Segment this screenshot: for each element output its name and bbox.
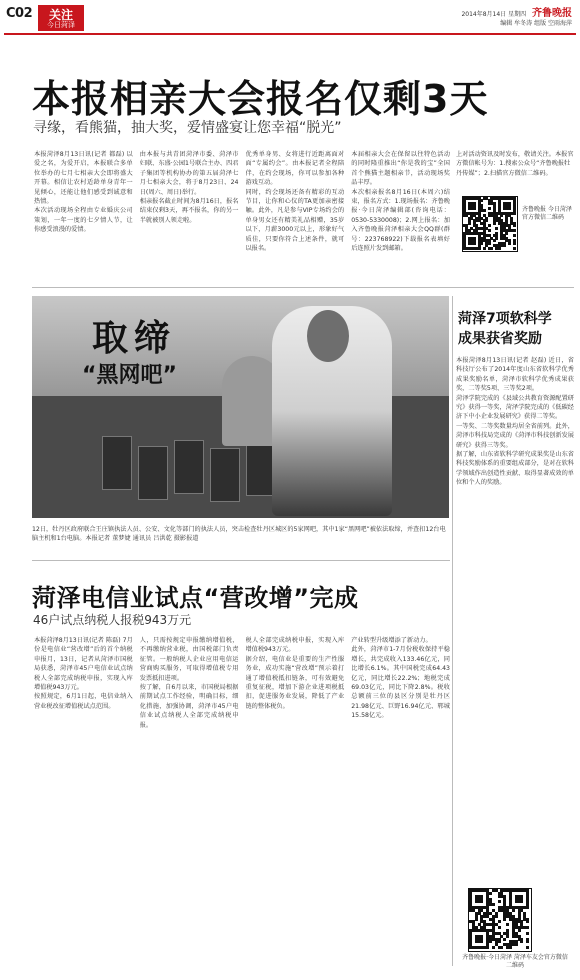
qr-module (500, 946, 503, 949)
paragraph: 同时，约会现场还备有精彩的互动节目，让你和心仪的TA更加亲密接触。此外，凡是参与VIP专场约会的单身男女还有精美礼品相赠，35岁以下，月薪3000元以上，形象好气质佳，只要你符合上述条件，就可以报名。 (245, 188, 345, 253)
qr-module (503, 938, 506, 941)
article-column (246, 636, 345, 816)
article-column (140, 636, 239, 816)
qr-module (506, 923, 509, 926)
qr-module (520, 940, 523, 943)
paragraph: 税人全部完成纳税申报，实现入库增值税943万元。 (245, 637, 345, 654)
paragraph: 此外，菏泽市1-7月份税收保持平稳增长，共完成收入133.46亿元，同比增长6.1%。其中国税完成64.43亿元，同比增长22.2%；地税完成69.03亿元，同比下降2.8%。税收总额前三位的县区分别是牡丹区21.98亿元、巨野16.94亿元、郓城15.58亿元。 (351, 646, 450, 720)
paragraph: 本报菏泽8月13日讯(记者 陈磊) 7月份是电信业“营改增”后的首个纳税申报月，13日，记者从菏泽市国税局获悉，菏泽市45户电信业试点纳税人全部完成纳税申报，实现入库增值税943万元。 (34, 637, 133, 692)
section-subtitle: 今日菏泽 (47, 21, 75, 29)
qr-module (493, 222, 496, 225)
bottom-story-subhead: 46户试点纳税人报税943万元 (33, 613, 192, 627)
article-column (351, 636, 450, 816)
qr-module (526, 906, 529, 909)
qr-module (495, 915, 498, 918)
paragraph: 本报菏泽8月13日讯(记者 赵磊) 近日，省科技厅公布了2014年度山东省软科学优秀成果奖励名单，菏泽市软科学优秀成果获奖，二等奖5项、三等奖2项。 (456, 357, 574, 393)
section-divider (32, 560, 450, 561)
qr-module (489, 892, 492, 895)
qr-module (483, 247, 486, 250)
qr-module (490, 247, 493, 250)
qr-module (515, 943, 518, 946)
newspaper-logo: 齐鲁晚报 (532, 8, 572, 19)
bottom-story-headline: 菏泽电信业试点“营改增”完成 (32, 584, 359, 612)
qr-module (480, 900, 483, 903)
qr-module (486, 946, 489, 949)
qr-module (513, 224, 516, 227)
top-story-body (34, 150, 450, 266)
qr-module (513, 229, 516, 232)
qr-module (508, 207, 511, 210)
section-divider (32, 287, 574, 288)
staff-line: 编辑 牟冬涛 组版 空雨海萍 (500, 20, 572, 27)
qr-caption: 齐鲁晚报·今日菏泽 菏泽车友会官方微信二维码 (462, 954, 568, 969)
photo-title: 取缔 (92, 318, 177, 359)
paragraph: 本届相亲大会在保留以往特色活动的同时隆重推出“你是我的宝”全国首个熊猫主题相亲节，活动现场奖品丰厚。 (351, 151, 450, 187)
section-title: 关注 (48, 8, 73, 22)
qr-module (498, 926, 501, 929)
paragraph: 优秀单身男、女将进行近距离面对面“专属约会”。由本报记者全程陪伴，在约会现场，你可以参加各种游戏互动。 (245, 151, 345, 187)
qr-module (520, 900, 523, 903)
qr-module (495, 227, 498, 230)
qr-module (483, 209, 486, 212)
page-number: C02 (6, 6, 33, 21)
qr-module (526, 920, 529, 923)
right-story-headline (458, 309, 552, 349)
qr-module (493, 239, 496, 242)
section-tag (38, 5, 84, 31)
qr-module (508, 242, 511, 245)
qr-module (526, 926, 529, 929)
computer-case (210, 448, 240, 502)
photo-officer-head (307, 310, 349, 362)
computer-case (102, 436, 132, 490)
computer-case (174, 440, 204, 494)
headline-line: 菏泽7项软科学 (458, 311, 552, 327)
header-rule (4, 33, 576, 35)
right-story-body (456, 356, 574, 796)
carclub-qr-code[interactable] (468, 888, 532, 952)
sidebar-wechat (456, 150, 574, 280)
paragraph: 菏泽学院完成的《县域公共教育资源配置研究》获得一等奖，菏泽学院完成的《低碳经济下中小企业发展研究》获得二等奖。 (456, 394, 574, 421)
paragraph: 本次活动现场全程由专业婚庆公司策划，一年一度的七夕情人节，让你感受浪漫的爱情。 (34, 207, 133, 234)
qr-module (478, 247, 481, 250)
paragraph: 按照规定，6月1日起，电信业纳入营业税改征增值税试点范围。 (34, 693, 133, 710)
article-column (34, 150, 133, 266)
news-photo (32, 296, 449, 518)
paragraph: 本次相亲报名8月16日(本周六)结束，报名方式：1.现场报名：齐鲁晚报·今日菏泽编辑部(咨询电话：0530-5330008)；2.网上报名：加入齐鲁晚报菏泽相亲大会QQ群(群号：223768922)下载报名表填好后连照片发到邮箱。 (351, 188, 450, 253)
qr-module (492, 946, 495, 949)
article-column (140, 150, 239, 266)
qr-module (498, 920, 501, 923)
article-column (34, 636, 133, 816)
wechat-qr-code[interactable] (462, 196, 518, 252)
qr-module (526, 932, 529, 935)
qr-module (475, 918, 478, 921)
qr-module (512, 909, 515, 912)
qr-module (488, 207, 491, 210)
qr-module (473, 207, 476, 210)
qr-module (480, 940, 483, 943)
article-column (351, 150, 450, 266)
qr-module (489, 940, 492, 943)
qr-module (513, 247, 516, 250)
bottom-story-body (34, 636, 450, 816)
date-line: 2014年8月14日 星期四 (461, 11, 527, 18)
header-info (461, 4, 572, 28)
top-story-subhead: 寻缘，看熊猫，抽大奖，爱情盛宴让您幸福“脱光” (33, 120, 342, 136)
qr-module (503, 244, 506, 247)
sidebar-text: 上对活动资讯及时发布，敬请关注。本报官方微信帐号为：1.搜索公众号“齐鲁晚报牡丹传媒”；2.扫描官方微信二维码。 (456, 151, 574, 177)
computer-case (138, 446, 168, 500)
paragraph: 本报菏泽8月13日讯(记者 都磊) 以爱之名，为爱开启，本报联合多单位举办的七月七相亲大会即将盛大开幕。相信让农村适龄单身青年一见倾心，还能让他们感受到诚意和热情。 (34, 151, 133, 206)
qr-module (518, 929, 521, 932)
page-header (0, 0, 580, 34)
paragraph: 人，只需按规定申报缴纳增值税，不再缴纳营业税，由国税部门负责征管。一般纳税人企业应用电信运营商购买服务，可取得增值税专用发票抵扣进项。 (139, 637, 239, 682)
qr-module (473, 242, 476, 245)
paragraph: 据了解，山东省软科学研究成果奖是山东省科技奖励体系的重要组成部分，是对在软科学领域作出创造性贡献、取得显著成效的单位和个人的奖励。 (456, 451, 574, 487)
qr-module (509, 946, 512, 949)
qr-module (492, 903, 495, 906)
qr-module (526, 940, 529, 943)
qr-module (488, 229, 491, 232)
paragraph: 据介绍，电信业是重要的生产性服务业，成功实施“营改增”预示着打通了增值税抵扣链条，可有效避免重复征税，增加下游企业进项税抵扣，促进服务业发展，降低了产业链的整体税负。 (245, 655, 345, 710)
photo-subtitle: “黑网吧” (82, 363, 177, 388)
qr-module (503, 918, 506, 921)
qr-module (526, 946, 529, 949)
top-story-headline: 本报相亲大会报名仅剩3天 (32, 77, 489, 121)
qr-module (506, 935, 509, 938)
qr-module (513, 234, 516, 237)
photo-caption: 12日，牡丹区政府联合王庄镇执法人员、公安、文化等部门的执法人员，突击检查牡丹区城区的5家网吧，其中1家“黑网吧”被依法取缔，并查扣12台电脑主机和1台电脑。本报记者 董梦婕 通讯员 吕洪乾 摄影报道 (32, 526, 446, 543)
article-column (246, 150, 345, 266)
paragraph: 相亲报名截止时间为8月16日，报名结束仅剩3天，再不报名，你的另一半就被别人领走啦。 (139, 198, 239, 224)
paragraph: 由本报与共青团菏泽市委、菏泽市妇联、东盛·公园1号联合主办、四君子集团等机构协办的第五届菏泽七月七相亲大会，将于8月23日、24日(周六、周日)举行。 (139, 151, 239, 196)
qr-module (498, 940, 501, 943)
qr-caption: 齐鲁晚报 今日菏泽 官方微信二维码 (522, 206, 572, 221)
qr-module (513, 242, 516, 245)
qr-module (513, 212, 516, 215)
column-divider (452, 296, 453, 966)
qr-module (498, 900, 501, 903)
paragraph: 按了解，自6月以来，市国税局根据前期试点工作经验，明确目标，细化措施，加强协调，菏泽市45户电信业试点纳税人全部完成纳税申报。 (139, 684, 239, 729)
paragraph: 产业转型升级增添了新动力。 (351, 637, 432, 644)
qr-module (498, 247, 501, 250)
headline-line: 成果获省奖励 (458, 331, 542, 347)
paragraph: 一等奖、二等奖数量均居全省前列。此外，菏泽市科技局完成的《菏泽市科技创新发展研究》获得三等奖。 (456, 422, 574, 449)
